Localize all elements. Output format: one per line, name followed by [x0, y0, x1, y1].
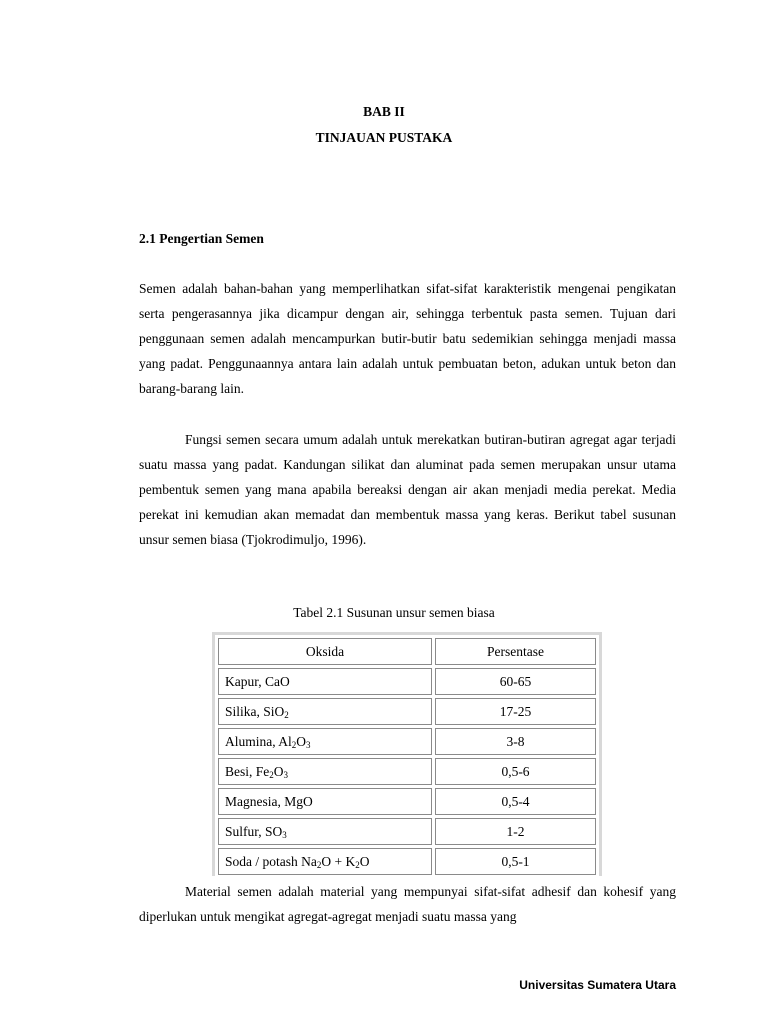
paragraph-1: Semen adalah bahan-bahan yang memperlihatkan sifat-sifat karakteristik mengenai pengikatan serta pengerasannya jika dicampur dengan air, sehingga terbentuk pasta semen. Tujuan dari penggunaan semen adalah mencampurkan butir-butir batu sedemikian sehingga menjadi massa yang padat. Penggunaannya antara lain adalah untuk pembuatan beton, adukan untuk beton dan barang-barang lain.: [139, 281, 676, 396]
footer-university: Universitas Sumatera Utara: [519, 978, 676, 992]
oxide-name: Alumina, $Al_2O_3$: [218, 728, 432, 755]
paragraph-3: Material semen adalah material yang mempunyai sifat-sifat adhesif dan kohesif yang diperlukan untuk mengikat agregat-agregat menjadi suatu massa yang: [139, 884, 676, 924]
oxide-name: Soda / potash $Na_2O + K_2O$: [218, 848, 432, 875]
oxide-table: [212, 632, 602, 876]
table-row: [218, 848, 596, 875]
oxide-percent: 0,5-4: [435, 788, 596, 815]
oxide-name: Kapur, CaO: [218, 668, 432, 695]
oxide-percent: 0,5-6: [435, 758, 596, 785]
table-row: [218, 788, 596, 815]
chapter-title: TINJAUAN PUSTAKA: [315, 130, 453, 145]
oxide-name: Besi, $Fe_2O_3$: [218, 758, 432, 785]
chapter-label: BAB II: [363, 104, 405, 119]
table-row: [218, 818, 596, 845]
header-oksida: Oksida: [218, 638, 432, 665]
oxide-percent: 0,5-1: [435, 848, 596, 875]
oxide-percent: 60-65: [435, 668, 596, 695]
table-row: [218, 668, 596, 695]
table-header-row: [218, 638, 596, 665]
table-row: [218, 698, 596, 725]
oxide-name: Silika, SiO$_2$: [218, 698, 432, 725]
header-persentase: Persentase: [435, 638, 596, 665]
table-row: [218, 758, 596, 785]
oxide-percent: 3-8: [435, 728, 596, 755]
oxide-percent: 17-25: [435, 698, 596, 725]
oxide-name: Sulfur, $SO_3$: [218, 818, 432, 845]
table-caption: Tabel 2.1 Susunan unsur semen biasa: [293, 605, 495, 620]
oxide-percent: 1-2: [435, 818, 596, 845]
section-heading: 2.1 Pengertian Semen: [139, 231, 264, 246]
paragraph-2: Fungsi semen secara umum adalah untuk merekatkan butiran-butiran agregat agar terjadi suatu massa yang padat. Kandungan silikat dan aluminat pada semen merupakan unsur utama pembentuk semen yang mana apabila bereaksi dengan air akan menjadi media perekat. Media perekat ini kemudian akan memadat dan membentuk massa yang keras. Berikut tabel susunan unsur semen biasa (Tjokrodimuljo, 1996).: [139, 432, 676, 547]
table-row: [218, 728, 596, 755]
oxide-name: Magnesia, MgO: [218, 788, 432, 815]
